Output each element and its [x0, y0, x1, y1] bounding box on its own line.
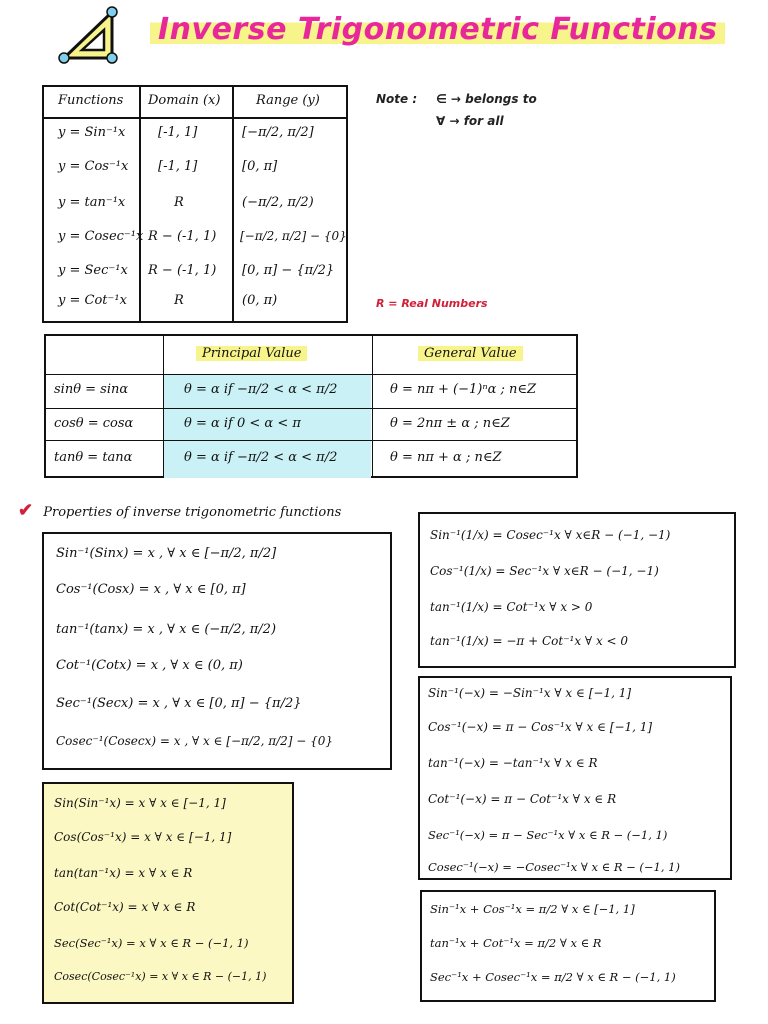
property-line: tan⁻¹(1/x) = Cot⁻¹x ∀ x > 0 — [430, 600, 593, 614]
property-line: Sin⁻¹x + Cos⁻¹x = π/2 ∀ x ∈ [−1, 1] — [430, 902, 635, 916]
property-line: tan⁻¹x + Cot⁻¹x = π/2 ∀ x ∈ R — [430, 936, 602, 950]
page-title: Inverse Trigonometric Functions — [150, 12, 725, 47]
property-line: Sec⁻¹x + Cosec⁻¹x = π/2 ∀ x ∈ R − (−1, 1) — [430, 970, 676, 984]
row-function: y = Cos⁻¹x — [58, 159, 129, 174]
property-line: Cos⁻¹(Cosx) = x , ∀ x ∈ [0, π] — [56, 582, 246, 597]
row-range: [−π/2, π/2] — [242, 125, 314, 140]
header-general-value: General Value — [418, 346, 523, 361]
header-domain: Domain (x) — [148, 93, 221, 108]
property-line: Sec⁻¹(−x) = π − Sec⁻¹x ∀ x ∈ R − (−1, 1) — [428, 828, 668, 842]
property-line: tan⁻¹(tanx) = x , ∀ x ∈ (−π/2, π/2) — [56, 622, 277, 637]
property-line: tan⁻¹(1/x) = −π + Cot⁻¹x ∀ x < 0 — [430, 634, 629, 648]
property-line: Sin(Sin⁻¹x) = x ∀ x ∈ [−1, 1] — [54, 796, 226, 810]
property-line: Cot⁻¹(−x) = π − Cot⁻¹x ∀ x ∈ R — [428, 792, 617, 806]
row-function: y = Cosec⁻¹x — [58, 229, 144, 244]
general-value: θ = 2nπ ± α ; n∈Z — [390, 416, 510, 431]
row-domain: R — [174, 195, 184, 210]
property-line: Cos(Cos⁻¹x) = x ∀ x ∈ [−1, 1] — [54, 830, 232, 844]
property-line: Sec(Sec⁻¹x) = x ∀ x ∈ R − (−1, 1) — [54, 936, 249, 950]
equation-label: tanθ = tanα — [54, 450, 133, 465]
value-table — [44, 334, 578, 478]
property-line: Sec⁻¹(Secx) = x , ∀ x ∈ [0, π] − {π/2} — [56, 696, 302, 711]
property-line: Cosec(Cosec⁻¹x) = x ∀ x ∈ R − (−1, 1) — [54, 970, 267, 983]
note-belongs: ∈ → belongs to — [436, 92, 537, 106]
row-range: (−π/2, π/2) — [242, 195, 314, 210]
property-box-negative-argument — [418, 676, 732, 880]
property-box-sum-identities — [420, 890, 716, 1002]
function-table — [42, 85, 348, 323]
header-range: Range (y) — [256, 93, 320, 108]
row-function: y = tan⁻¹x — [58, 195, 126, 210]
principal-value: θ = α if −π/2 < α < π/2 — [184, 450, 338, 465]
row-domain: [-1, 1] — [158, 159, 198, 174]
row-range: (0, π) — [242, 293, 278, 308]
set-square-icon — [56, 6, 128, 66]
property-line: Cot⁻¹(Cotx) = x , ∀ x ∈ (0, π) — [56, 658, 243, 673]
equation-label: cosθ = cosα — [54, 416, 134, 431]
row-range: [0, π] − {π/2} — [242, 263, 335, 278]
row-function: y = Cot⁻¹x — [58, 293, 127, 308]
note-real-numbers: R = Real Numbers — [376, 297, 488, 310]
properties-heading — [18, 500, 341, 521]
row-domain: R − (-1, 1) — [148, 263, 217, 278]
row-domain: R − (-1, 1) — [148, 229, 217, 244]
property-line: tan(tan⁻¹x) = x ∀ x ∈ R — [54, 866, 193, 880]
property-line: Cot(Cot⁻¹x) = x ∀ x ∈ R — [54, 900, 196, 914]
general-value: θ = nπ + α ; n∈Z — [390, 450, 502, 465]
principal-value: θ = α if −π/2 < α < π/2 — [184, 382, 338, 397]
property-box-inverse-of-function — [42, 532, 392, 770]
properties-heading-text: Properties of inverse trigonometric functions — [43, 505, 342, 520]
general-value: θ = nπ + (−1)ⁿα ; n∈Z — [390, 382, 537, 397]
row-range: [−π/2, π/2] − {0} — [240, 229, 347, 243]
property-line: Cosec⁻¹(Cosecx) = x , ∀ x ∈ [−π/2, π/2] − {0} — [56, 734, 334, 748]
row-domain: [-1, 1] — [158, 125, 198, 140]
header-principal-value: Principal Value — [196, 346, 307, 361]
note-label: Note : — [376, 92, 418, 106]
note-forall: ∀ → for all — [436, 114, 504, 128]
header-functions: Functions — [58, 93, 124, 108]
row-function: y = Sin⁻¹x — [58, 125, 126, 140]
row-range: [0, π] — [242, 159, 278, 174]
property-line: Sin⁻¹(Sinx) = x , ∀ x ∈ [−π/2, π/2] — [56, 546, 277, 561]
equation-label: sinθ = sinα — [54, 382, 129, 397]
property-line: Cos⁻¹(1/x) = Sec⁻¹x ∀ x∈R − (−1, −1) — [430, 564, 659, 578]
property-line: Cos⁻¹(−x) = π − Cos⁻¹x ∀ x ∈ [−1, 1] — [428, 720, 653, 734]
property-box-function-of-inverse — [42, 782, 294, 1004]
property-line: Sin⁻¹(1/x) = Cosec⁻¹x ∀ x∈R − (−1, −1) — [430, 528, 671, 542]
property-box-reciprocal — [418, 512, 736, 668]
row-function: y = Sec⁻¹x — [58, 263, 128, 278]
property-line: tan⁻¹(−x) = −tan⁻¹x ∀ x ∈ R — [428, 756, 598, 770]
property-line: Sin⁻¹(−x) = −Sin⁻¹x ∀ x ∈ [−1, 1] — [428, 686, 632, 700]
checkmark-icon: ✔ — [18, 500, 34, 521]
property-line: Cosec⁻¹(−x) = −Cosec⁻¹x ∀ x ∈ R − (−1, 1) — [428, 860, 680, 874]
row-domain: R — [174, 293, 184, 308]
principal-value: θ = α if 0 < α < π — [184, 416, 301, 431]
